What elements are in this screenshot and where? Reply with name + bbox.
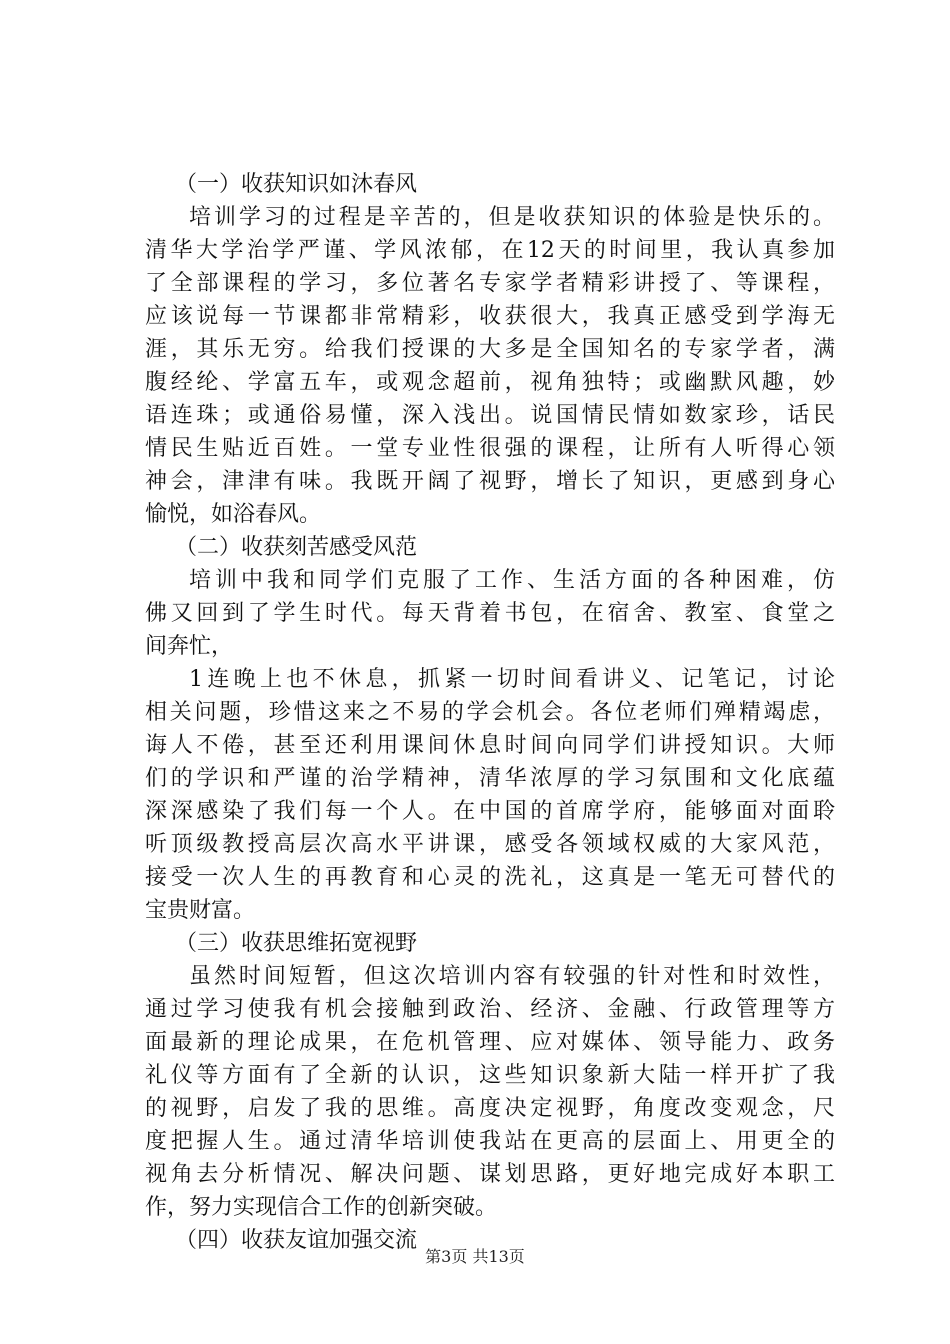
- paragraph-line: 接受一次人生的再教育和心灵的洗礼，这真是一笔无可替代的: [145, 865, 835, 890]
- paragraph-last-line: 作，努力实现信合工作的创新突破。: [145, 1195, 498, 1220]
- paragraph-line: 相关问题，珍惜这来之不易的学会机会。各位老师们殚精竭虑，: [145, 700, 835, 725]
- paragraph-line: 们的学识和严谨的治学精神，清华浓厚的学习氛围和文化底蕴: [145, 766, 835, 791]
- paragraph-line: 涯，其乐无穷。给我们授课的大多是全国知名的专家学者，满: [145, 337, 835, 362]
- paragraph-line: 面最新的理论成果，在危机管理、应对媒体、领导能力、政务: [145, 1030, 835, 1055]
- paragraph-line: 视角去分析情况、解决问题、谋划思路，更好地完成好本职工: [145, 1162, 835, 1187]
- paragraph-line: 深深感染了我们每一个人。在中国的首席学府，能够面对面聆: [145, 799, 835, 824]
- paragraph-last-line: 间奔忙，: [145, 634, 234, 659]
- paragraph-line: 礼仪等方面有了全新的认识，这些知识象新大陆一样开扩了我: [145, 1063, 835, 1088]
- paragraph-line: 清华大学治学严谨、学风浓郁，在12天的时间里，我认真参加: [145, 238, 835, 263]
- section-heading: （四）收获友谊加强交流: [175, 1228, 418, 1253]
- section-heading: （三）收获思维拓宽视野: [175, 931, 418, 956]
- document-body: [145, 168, 835, 1257]
- section-heading: （二）收获刻苦感受风范: [175, 535, 418, 560]
- paragraph-line: 了全部课程的学习，多位著名专家学者精彩讲授了、等课程，: [145, 271, 835, 296]
- paragraph-last-line: 愉悦，如浴春风。: [145, 502, 322, 527]
- paragraph-line: 佛又回到了学生时代。每天背着书包，在宿舍、教室、食堂之: [145, 601, 835, 626]
- paragraph-first-line: 培训中我和同学们克服了工作、生活方面的各种困难，仿: [189, 568, 835, 593]
- paragraph-line: 的视野，启发了我的思维。高度决定视野，角度改变观念，尺: [145, 1096, 835, 1121]
- paragraph-line: 诲人不倦，甚至还利用课间休息时间向同学们讲授知识。大师: [145, 733, 835, 758]
- paragraph-line: 度把握人生。通过清华培训使我站在更高的层面上、用更全的: [145, 1129, 835, 1154]
- paragraph-line: 通过学习使我有机会接触到政治、经济、金融、行政管理等方: [145, 997, 835, 1022]
- paragraph-last-line: 宝贵财富。: [145, 898, 256, 923]
- paragraph-line: 腹经纶、学富五车，或观念超前，视角独特；或幽默风趣，妙: [145, 370, 835, 395]
- paragraph-line: 神会，津津有味。我既开阔了视野，增长了知识，更感到身心: [145, 469, 835, 494]
- paragraph-line: 听顶级教授高层次高水平讲课，感受各领域权威的大家风范，: [145, 832, 835, 857]
- paragraph-line: 应该说每一节课都非常精彩，收获很大，我真正感受到学海无: [145, 304, 835, 329]
- paragraph-first-line: 1连晚上也不休息，抓紧一切时间看讲义、记笔记，讨论: [189, 667, 835, 692]
- paragraph-first-line: 虽然时间短暂，但这次培训内容有较强的针对性和时效性，: [189, 964, 835, 989]
- paragraph-first-line: 培训学习的过程是辛苦的，但是收获知识的体验是快乐的。: [189, 205, 835, 230]
- paragraph-line: 语连珠；或通俗易懂，深入浅出。说国情民情如数家珍，话民: [145, 403, 835, 428]
- section-heading: （一）收获知识如沐春风: [175, 172, 418, 197]
- page-footer: 第3页 共13页: [425, 1247, 525, 1266]
- paragraph-line: 情民生贴近百姓。一堂专业性很强的课程，让所有人听得心领: [145, 436, 835, 461]
